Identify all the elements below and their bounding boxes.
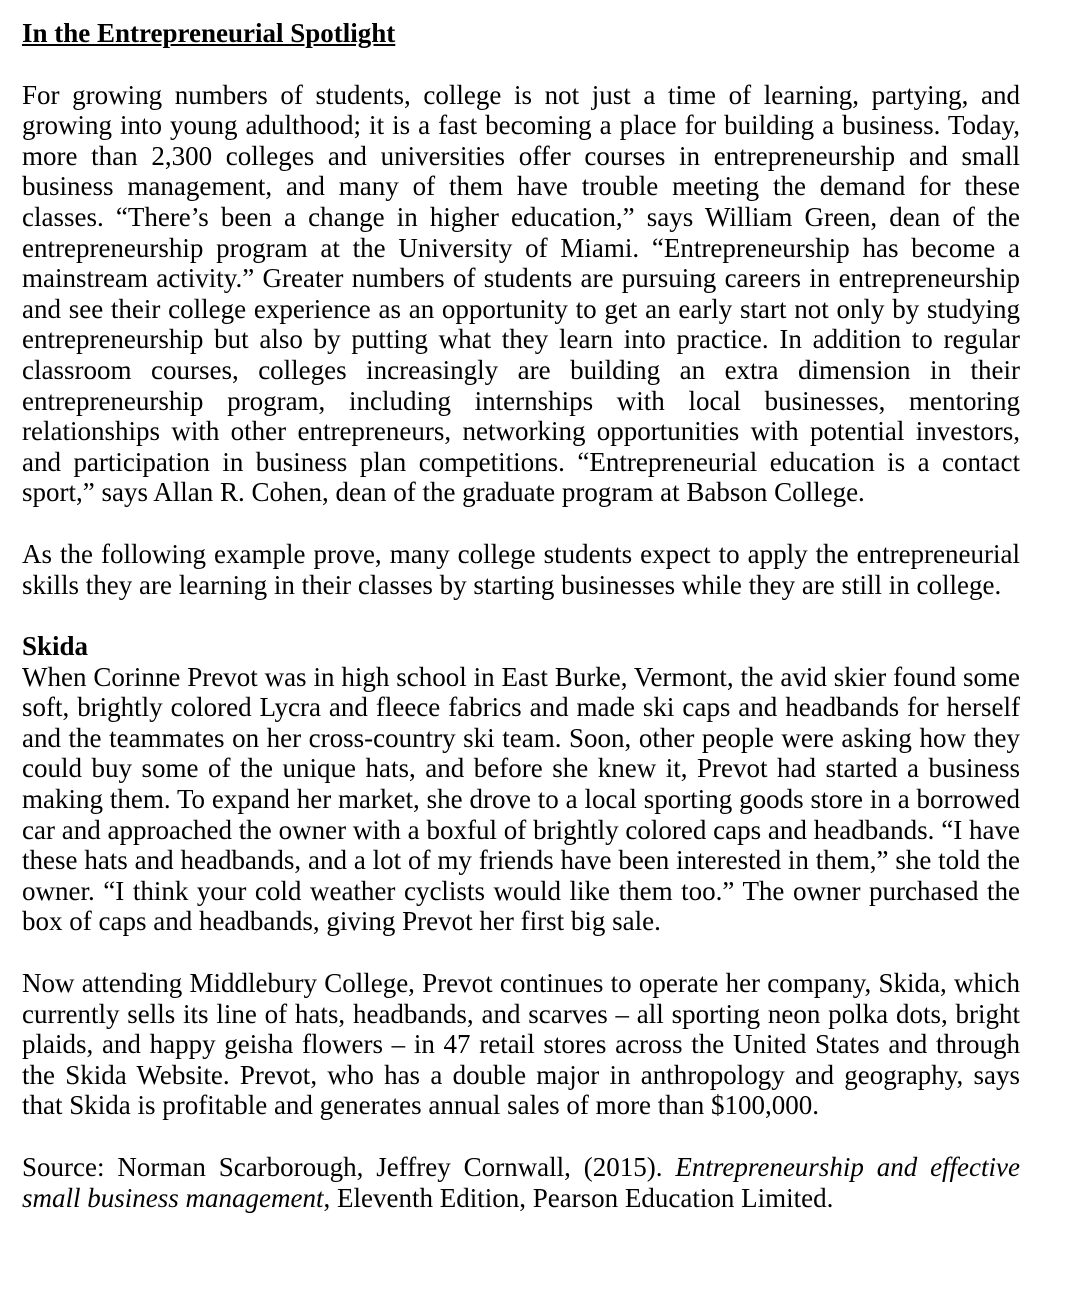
section-paragraph-2: Now attending Middlebury College, Prevot continues to operate her company, Skida, which currently sells its line of hats, headbands, and scarves – all sporting neon polka dots, bright plaids, and happy geisha flowers – in 47 retail stores across the United States and through the Skida Website. Prevot, who has a double major in anthropology and geography, says that Skida is profitable and generates annual sales of more than $100,000.	[22, 968, 1020, 1121]
page-title: In the Entrepreneurial Spotlight	[22, 18, 396, 48]
source-citation	[22, 1152, 1020, 1213]
source-prefix: Source: Norman Scarborough, Jeffrey Cornwall, (2015).	[22, 1152, 676, 1182]
document-page	[22, 18, 1020, 1213]
intro-paragraph-1: For growing numbers of students, college is not just a time of learning, partying, and growing into young adulthood; it is a fast becoming a place for building a business. Today, more than 2,300 colleges and universities offer courses in entrepreneurship and small business management, and many of them have trouble meeting the demand for these classes. “There’s been a change in higher education,” says William Green, dean of the entrepreneurship program at the University of Miami. “Entrepreneurship has become a mainstream activity.” Greater numbers of students are pursuing careers in entrepreneurship and see their college experience as an opportunity to get an early start not only by studying entrepreneurship but also by putting what they learn into practice. In addition to regular classroom courses, colleges increasingly are building an extra dimension in their entrepreneurship program, including internships with local businesses, mentoring relationships with other entrepreneurs, networking opportunities with potential investors, and participation in business plan competitions. “Entrepreneurial education is a contact sport,” says Allan R. Cohen, dean of the graduate program at Babson College.	[22, 79, 1020, 508]
section-heading: Skida	[22, 631, 89, 662]
source-suffix: , Eleventh Edition, Pearson Education Limited.	[323, 1182, 834, 1213]
section-paragraph-1: When Corinne Prevot was in high school in East Burke, Vermont, the avid skier found some soft, brightly colored Lycra and fleece fabrics and made ski caps and headbands for herself and the teammates on her cross-country ski team. Soon, other people were asking how they could buy some of the unique hats, and before she knew it, Prevot had started a business making them. To expand her market, she drove to a local sporting goods store in a borrowed car and approached the owner with a boxful of brightly colored caps and headbands. “I have these hats and headbands, and a lot of my friends have been interested in them,” she told the owner. “I think your cold weather cyclists would like them too.” The owner purchased the box of caps and headbands, giving Prevot her first big sale.	[22, 661, 1020, 937]
intro-paragraph-2: As the following example prove, many college students expect to apply the entrepreneurial skills they are learning in their classes by starting businesses while they are still in college.	[22, 538, 1020, 600]
source-book-title: Entrepreneurship and effective small business management	[22, 1152, 1020, 1213]
